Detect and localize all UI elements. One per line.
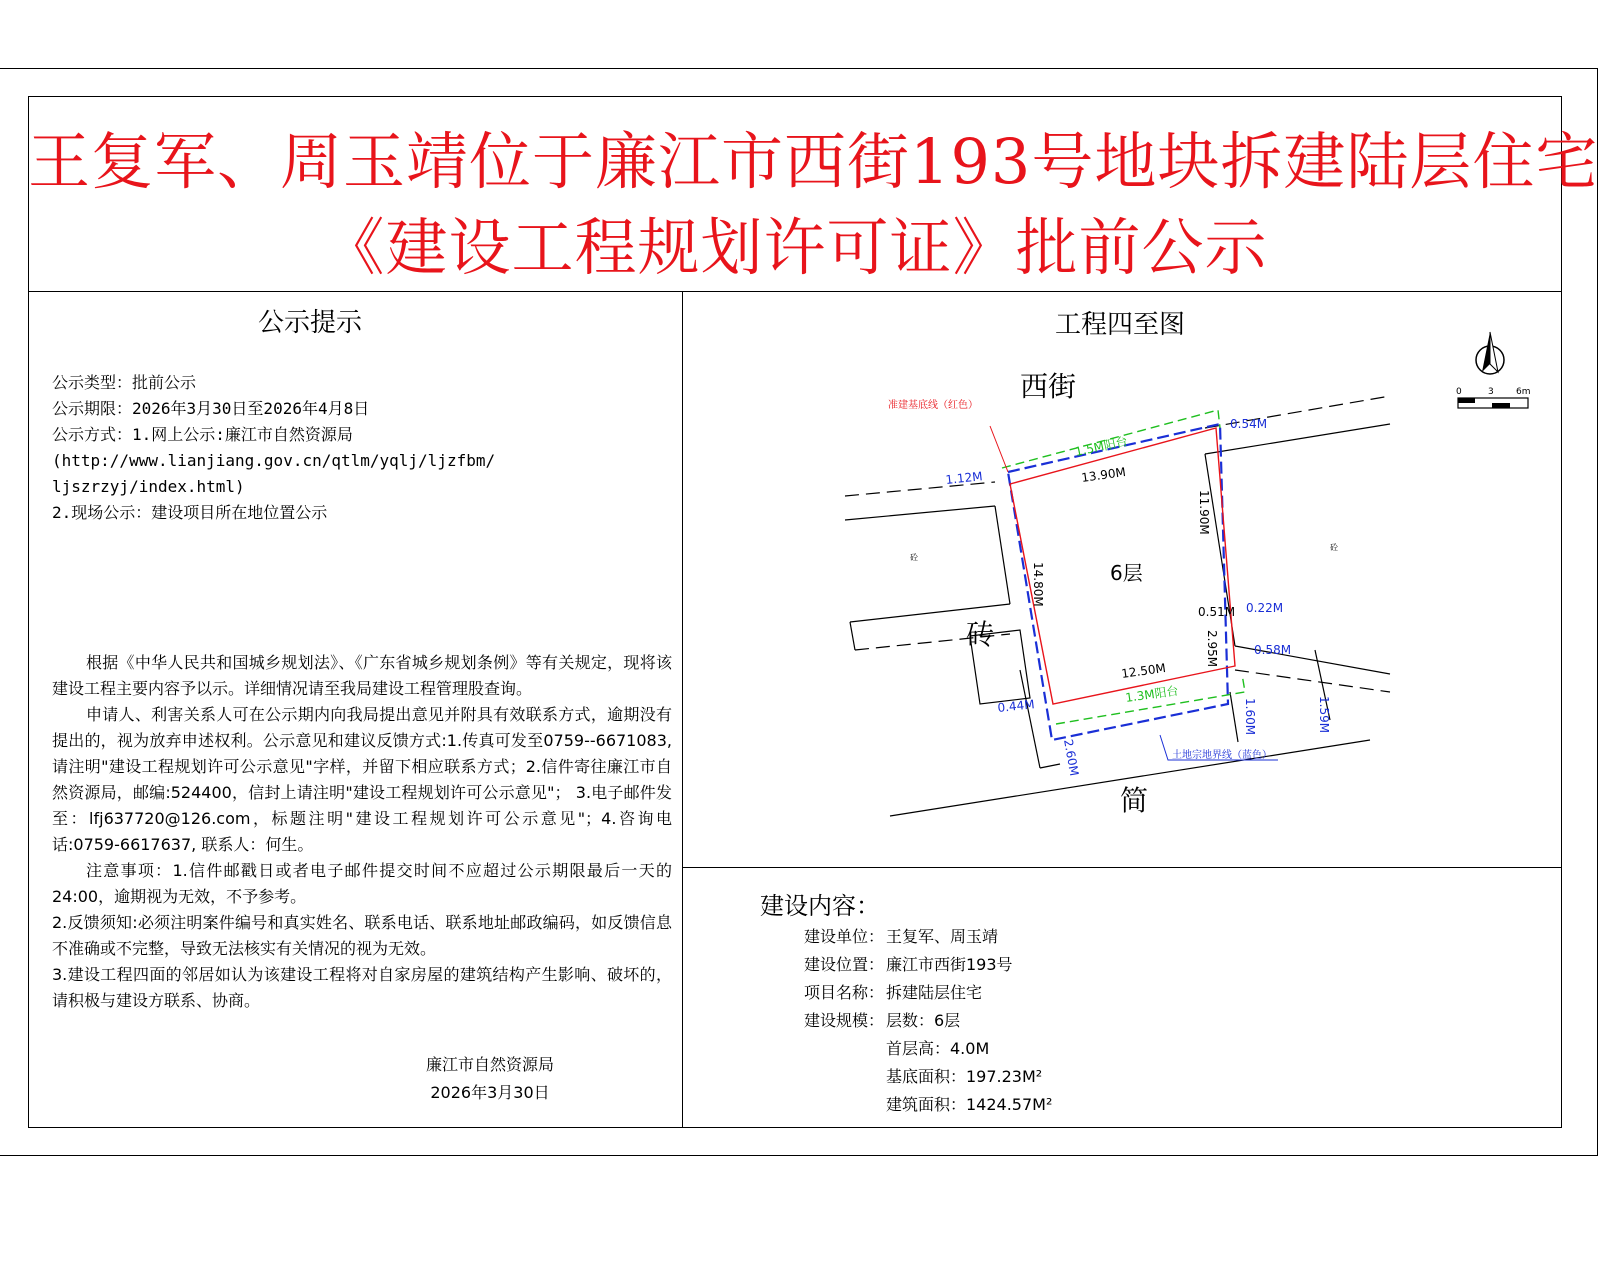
content-row	[804, 1064, 1042, 1087]
neighbor-label-west: 砖	[966, 618, 995, 651]
neighbor-mark-east: 砼	[1330, 543, 1338, 552]
dim-0-54: 0.54M	[1230, 417, 1268, 431]
floors-label: 6层	[1110, 561, 1143, 585]
content-row	[804, 924, 998, 947]
content-key: 项目名称：	[804, 983, 885, 1002]
content-key: 建设位置：	[804, 955, 885, 974]
content-value: 基底面积：197.23M²	[886, 1067, 1043, 1086]
dim-balcony-top: 1.5M阳台	[1073, 434, 1129, 459]
road-lines	[845, 396, 1390, 816]
dim-0-51: 0.51M	[1198, 605, 1236, 619]
neighbor-mark-west: 砼	[910, 553, 918, 562]
site-plan-diagram	[690, 300, 1550, 860]
map-heading: 工程四至图	[1054, 310, 1185, 340]
column-divider	[682, 291, 683, 1128]
title-divider	[28, 291, 1562, 292]
notice-onsite: 2.现场公示：建设项目所在地位置公示	[52, 503, 328, 522]
content-value: 建筑面积：1424.57M²	[886, 1095, 1053, 1114]
content-row	[804, 952, 1013, 975]
dim-1-12: 1.12M	[944, 469, 984, 487]
content-key: 建设规模：	[804, 1011, 885, 1030]
dim-0-44: 0.44M	[996, 697, 1036, 715]
dim-2-60: 2.60M	[1061, 738, 1082, 778]
content-row	[804, 1092, 1052, 1115]
scale-label: 6m	[1516, 387, 1531, 397]
red-line-note: 准建基底线（红色）	[888, 400, 978, 411]
notice-period: 公示期限：2026年3月30日至2026年4月8日	[52, 399, 370, 418]
scale-label: 3	[1488, 387, 1494, 397]
signature-org: 廉江市自然资源局	[425, 1055, 554, 1074]
scale-label: 0	[1456, 387, 1462, 397]
notice-url-line2: ljszrzyj/index.html)	[52, 477, 245, 496]
dim-top: 13.90M	[1080, 464, 1127, 485]
content-key: 建设单位：	[804, 927, 885, 946]
scale-bar	[1456, 387, 1531, 408]
notice-method: 公示方式：1.网上公示:廉江市自然资源局	[52, 425, 353, 444]
dim-balcony-bottom: 1.3M阳台	[1124, 683, 1180, 705]
content-value: 王复军、周玉靖	[886, 927, 999, 946]
content-row	[804, 1008, 960, 1031]
content-value: 首层高：4.0M	[886, 1039, 990, 1058]
dim-right: 11.90M	[1197, 490, 1211, 535]
page-title-line2: 《建设工程规划许可证》批前公示	[322, 211, 1268, 284]
notice-type: 公示类型：批前公示	[52, 373, 197, 392]
content-row	[804, 980, 982, 1003]
road-label-south: 简	[1120, 784, 1149, 817]
notice-url-line1: (http://www.lianjiang.gov.cn/qtlm/yqlj/ljzfbm/	[52, 451, 496, 470]
north-arrow-icon	[1476, 332, 1504, 374]
dim-0-58: 0.58M	[1254, 643, 1292, 657]
content-row	[804, 1036, 989, 1059]
notice-paragraph: 注意事项：1.信件邮戳日或者电子邮件提交时间不应超过公示期限最后一天的24:00，逾期视为无效，不予参考。	[52, 861, 672, 906]
content-value: 拆建陆层住宅	[886, 983, 983, 1002]
content-value: 层数：6层	[886, 1011, 961, 1030]
notice-body	[52, 650, 672, 1014]
content-heading: 建设内容：	[760, 892, 880, 920]
notice-paragraph: 3.建设工程四面的邻居如认为该建设工程将对自家房屋的建筑结构产生影响、破坏的，请积极与建设方联系、协商。	[52, 965, 672, 1010]
blue-line-note: 土地宗地界线（蓝色）	[1172, 750, 1272, 761]
notice-heading: 公示提示	[257, 308, 362, 338]
notice-paragraph: 根据《中华人民共和国城乡规划法》、《广东省城乡规划条例》等有关规定，现将该建设工程主要内容予以示。详细情况请至我局建设工程管理股查询。	[52, 653, 672, 698]
page-title-line1: 王复军、周玉靖位于廉江市西街193号地块拆建陆层住宅	[28, 125, 1599, 198]
dim-left: 14.80M	[1031, 562, 1045, 607]
signature-date: 2026年3月30日	[430, 1083, 550, 1102]
dim-1-59: 1.59M	[1317, 696, 1331, 734]
road-label-north: 西街	[1020, 370, 1077, 403]
notice-paragraph: 申请人、利害关系人可在公示期内向我局提出意见并附具有效联系方式，逾期没有提出的，视为放弃申述权利。公示意见和建议反馈方式:1.传真可发至0759--6671083, 请注明"建设工程规划许可公示意见"字样，并留下相应联系方式；2.信件寄往廉江市自然资源局，邮编:524400，信封上请注明"建设工程规划许可公示意见"； 3.电子邮件发至：lfj637720@126.com，标题注明"建设工程规划许可公示意见"；4.咨询电话:0759-6617637, 联系人：何生。	[52, 705, 672, 854]
notice-paragraph: 2.反馈须知:必须注明案件编号和真实姓名、联系电话、联系地址邮政编码，如反馈信息不准确或不完整，导致无法核实有关情况的视为无效。	[52, 913, 672, 958]
dim-1-60: 1.60M	[1243, 698, 1257, 736]
dim-right-lower: 2.95M	[1205, 630, 1219, 668]
content-value: 廉江市西街193号	[886, 955, 1013, 974]
map-divider	[682, 867, 1562, 868]
dim-0-22: 0.22M	[1246, 601, 1284, 615]
dim-bottom: 12.50M	[1120, 660, 1167, 681]
